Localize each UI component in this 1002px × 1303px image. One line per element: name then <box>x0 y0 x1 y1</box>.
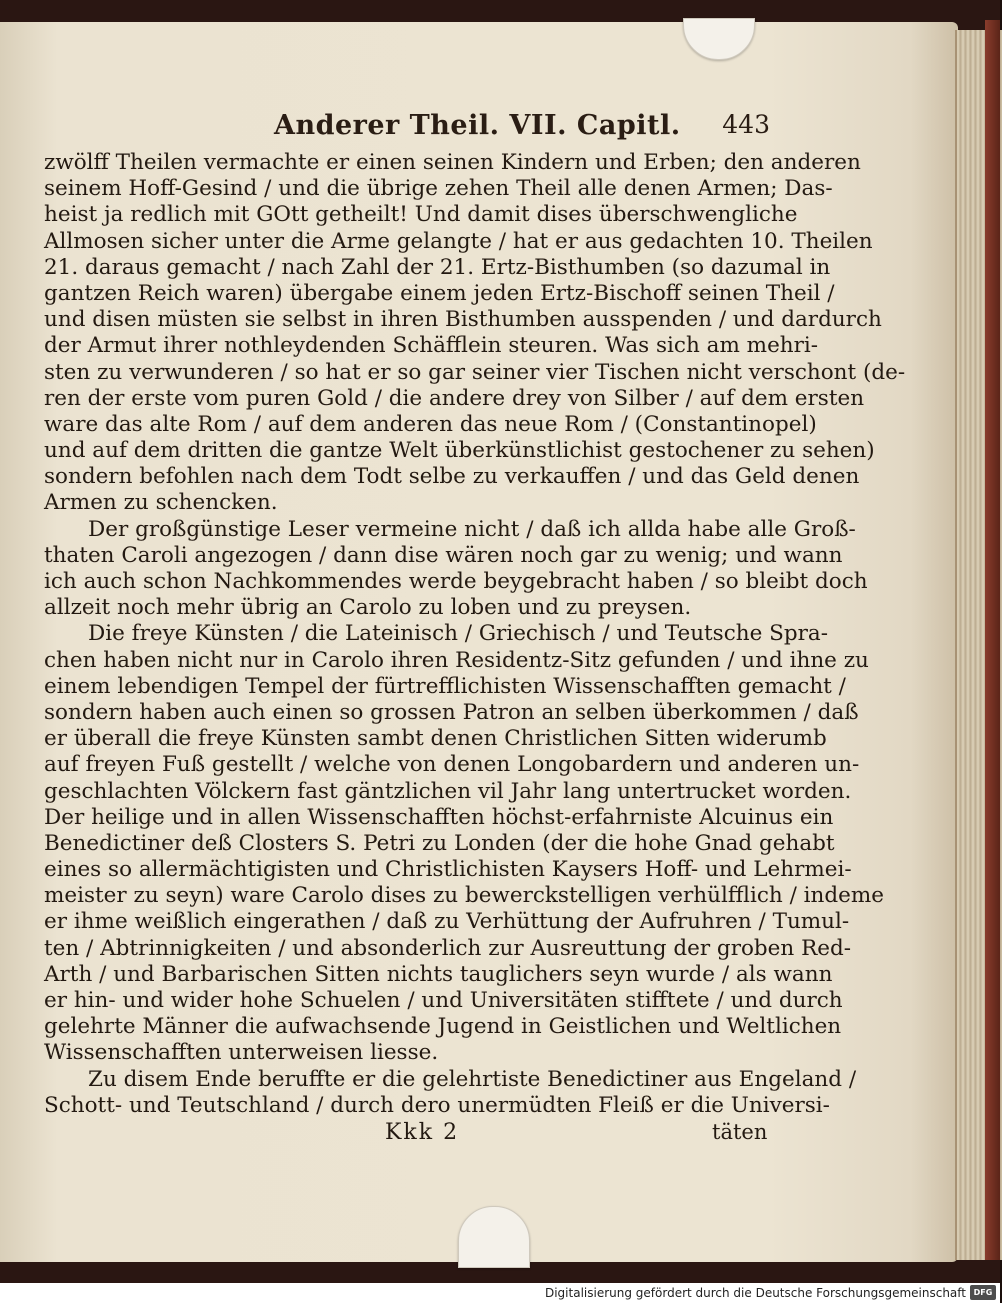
text-line: ich auch schon Nachkommendes werde beygebracht haben / so bleibt doch <box>44 569 868 594</box>
text-line: er überall die freye Künsten sambt denen Christlichen Sitten widerumb <box>44 726 827 752</box>
text-line: 21. daraus gemacht / nach Zahl der 21. Ertz-Bisthumben (so dazumal in <box>44 254 831 280</box>
text-line: der Armut ihrer nothleydenden Schäfflein steuren. Was sich am mehri- <box>44 333 819 359</box>
text-line: Arth / und Barbarischen Sitten nichts tauglichers seyn wurde / als wann <box>44 961 833 987</box>
dfg-logo: DFG <box>970 1285 996 1300</box>
text-line: heist ja redlich mit GOtt getheilt! Und damit dises überschwengliche <box>44 202 798 228</box>
text-line: Der heilige und in allen Wissenschafften höchst-erfahrniste Alcuinus ein <box>44 804 834 830</box>
page-header <box>240 106 770 148</box>
page-number: 443 <box>722 110 770 139</box>
catchword: täten <box>712 1120 768 1144</box>
footer-bar <box>0 1283 1000 1303</box>
text-line: er hin- und wider hohe Schuelen / und Universitäten stifftete / und durch <box>44 988 843 1013</box>
running-head: Anderer Theil. VII. Capitl. <box>274 110 681 141</box>
book-page <box>0 22 958 1262</box>
text-line: ware das alte Rom / auf dem anderen das neue Rom / (Constantinopel) <box>44 411 817 437</box>
text-line: sondern befohlen nach dem Todt selbe zu verkauffen / und das Geld denen <box>44 464 860 490</box>
text-line: Der großgünstige Leser vermeine nicht / daß ich allda habe alle Groß- <box>88 516 856 542</box>
text-line: einem lebendigen Tempel der fürtrefflichisten Wissenschafften gemacht / <box>44 673 846 699</box>
text-line: geschlachten Völckern fast gäntzlichen vil Jahr lang untertrucket worden. <box>44 778 852 804</box>
text-line: Armen zu schencken. <box>44 490 278 516</box>
text-line: er ihme weißlich eingerathen / daß zu Verhüttung der Aufruhren / Tumul- <box>44 909 850 935</box>
text-line: zwölff Theilen vermachte er einen seinen Kindern und Erben; den anderen <box>44 150 861 175</box>
body-text <box>44 150 906 1119</box>
text-line: Benedictiner deß Closters S. Petri zu Londen (der die hohe Gnad gehabt <box>44 830 835 856</box>
text-line: Wissenschafften unterweisen liesse. <box>44 1040 439 1066</box>
text-line: ren der erste vom puren Gold / die andere drey von Silber / auf dem ersten <box>44 385 865 411</box>
text-line: seinem Hoff-Gesind / und die übrige zehen Theil alle denen Armen; Das- <box>44 176 833 202</box>
text-line: Schott- und Teutschland / durch dero unermüdten Fleiß er die Universi- <box>44 1092 830 1118</box>
text-line: ten / Abtrinnigkeiten / und absonderlich zur Ausreuttung der groben Red- <box>44 935 852 961</box>
funding-credit: Digitalisierung gefördert durch die Deutsche Forschungsgemeinschaft <box>544 1286 966 1300</box>
text-line: meister zu seyn) ware Carolo dises zu bewerckstelligen verhülfflich / indeme <box>44 883 884 909</box>
signature-mark: Kkk 2 <box>385 1120 460 1145</box>
text-line: chen haben nicht nur in Carolo ihren Residentz-Sitz gefunden / und ihne zu <box>44 647 869 673</box>
text-line: auf freyen Fuß gestellt / welche von denen Longobardern und anderen un- <box>44 752 860 778</box>
text-line: allzeit noch mehr übrig an Carolo zu loben und zu preysen. <box>44 595 692 621</box>
text-line: eines so allermächtigisten und Christlichisten Kaysers Hoff- und Lehrmei- <box>44 857 852 883</box>
text-line: gelehrte Männer die aufwachsende Jugend in Geistlichen und Weltlichen <box>44 1014 842 1040</box>
text-line: und disen müsten sie selbst in ihren Bisthumben ausspenden / und dardurch <box>44 307 882 333</box>
text-line: gantzen Reich waren) übergabe einem jeden Ertz-Bischoff seinen Theil / <box>44 280 835 306</box>
text-line: thaten Caroli angezogen / dann dise wären noch gar zu wenig; und wann <box>44 542 843 568</box>
text-line: Die freye Künsten / die Lateinisch / Griechisch / und Teutsche Spra- <box>88 621 829 647</box>
page-clip-bottom <box>458 1206 530 1268</box>
text-line: sten zu verwunderen / so hat er so gar seiner vier Tischen nicht verschont (de- <box>44 359 906 385</box>
text-line: Zu disem Ende beruffte er die gelehrtiste Benedictiner aus Engeland / <box>88 1066 857 1092</box>
text-line: und auf dem dritten die gantze Welt überkünstlichist gestochener zu sehen) <box>44 438 875 464</box>
text-line: sondern haben auch einen so grossen Patron an selben überkommen / daß <box>44 699 859 725</box>
text-line: Allmosen sicher unter die Arme gelangte / hat er aus gedachten 10. Theilen <box>44 228 873 254</box>
book-cover-edge <box>985 20 1000 1260</box>
